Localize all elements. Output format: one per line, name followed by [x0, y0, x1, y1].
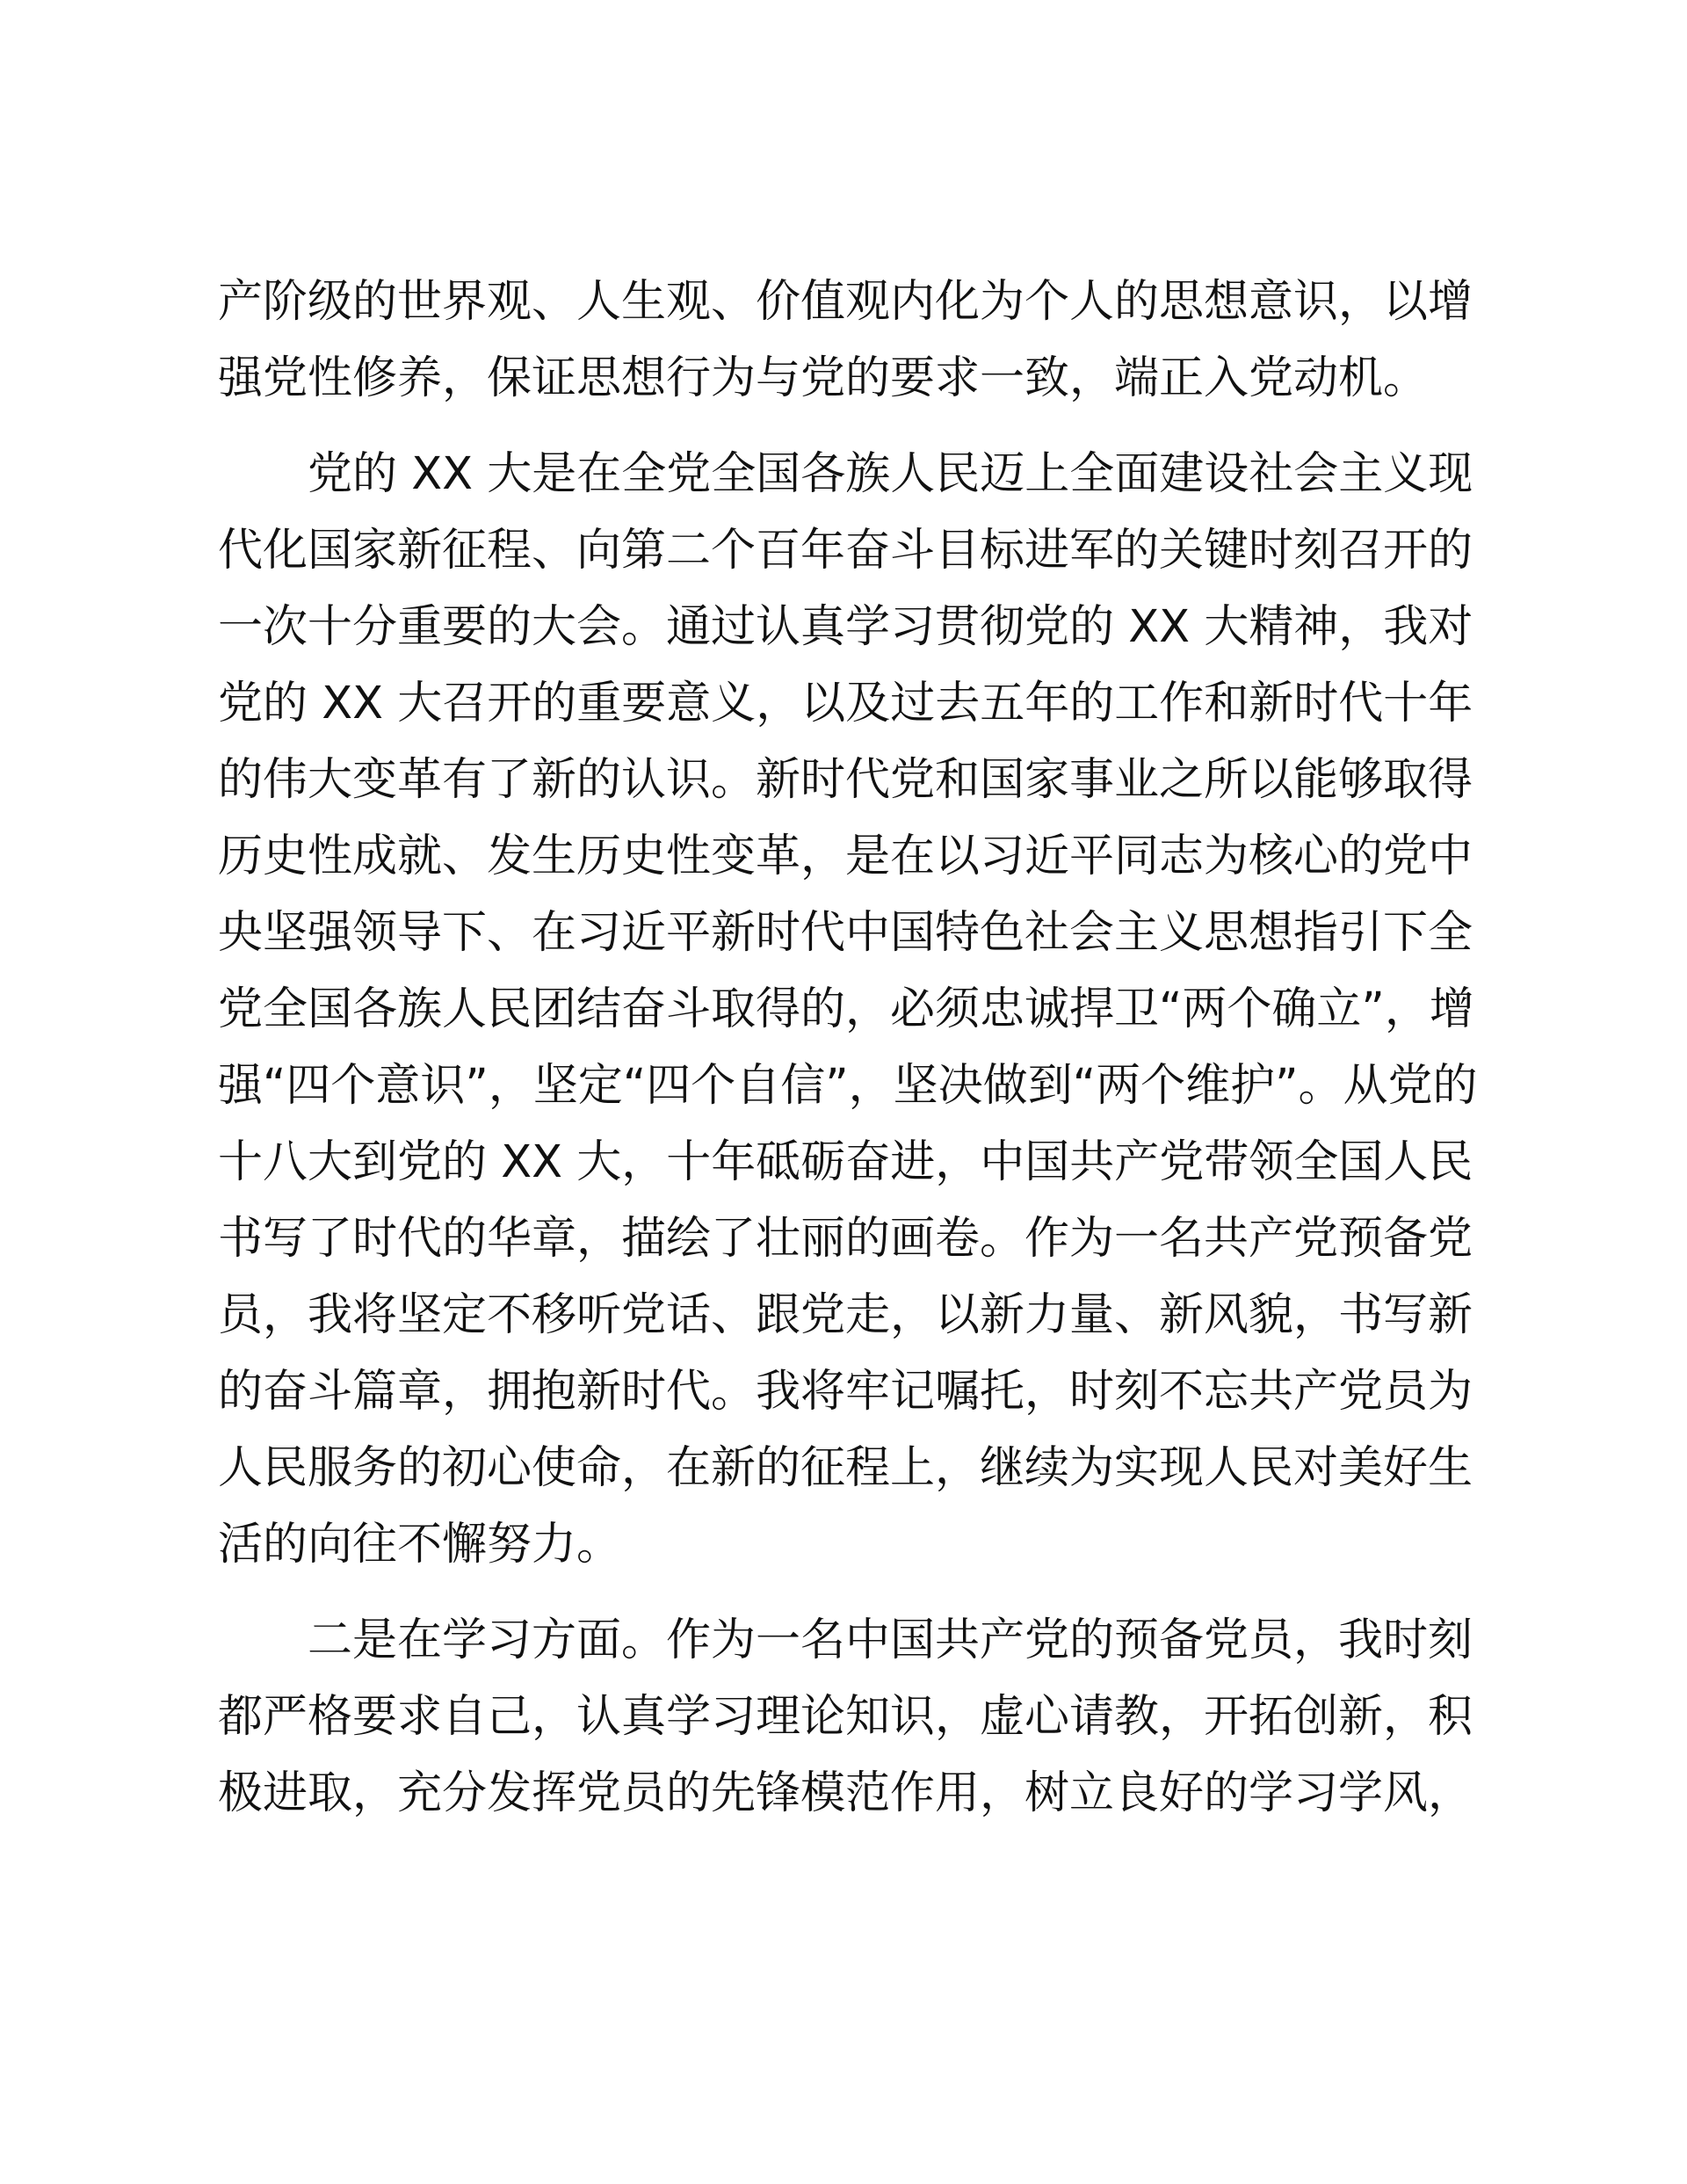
text-line: 党的 XX 大是在全党全国各族人民迈上全面建设社会主义现 — [308, 448, 1473, 500]
paragraph — [218, 264, 1471, 417]
text-line: 产阶级的世界观、人生观、价值观内化为个人的思想意识，以增 — [218, 276, 1473, 328]
paragraph — [218, 1602, 1471, 1832]
text-line: 强“四个意识”，坚定“四个自信”，坚决做到“两个维护”。从党的 — [218, 1060, 1478, 1112]
text-line: 都严格要求自己，认真学习理论知识，虚心请教，开拓创新，积 — [218, 1691, 1473, 1743]
text-line: 党的 XX 大召开的重要意义，以及过去五年的工作和新时代十年 — [218, 678, 1473, 729]
text-line: 十八大到党的 XX 大，十年砥砺奋进，中国共产党带领全国人民 — [218, 1136, 1473, 1188]
text-line: 历史性成就、发生历史性变革，是在以习近平同志为核心的党中 — [218, 831, 1473, 882]
text-line: 活的向往不懈努力。 — [218, 1519, 622, 1571]
text-line: 强党性修养，保证思想行为与党的要求一致，端正入党动机。 — [218, 352, 1429, 404]
text-line: 二是在学习方面。作为一名中国共产党的预备党员，我时刻 — [308, 1614, 1473, 1666]
paragraph — [218, 436, 1478, 1583]
text-line: 央坚强领导下、在习近平新时代中国特色社会主义思想指引下全 — [218, 907, 1473, 959]
text-line: 人民服务的初心使命，在新的征程上，继续为实现人民对美好生 — [218, 1442, 1473, 1494]
text-line: 书写了时代的华章，描绘了壮丽的画卷。作为一名共产党预备党 — [218, 1213, 1473, 1265]
text-line: 一次十分重要的大会。通过认真学习贯彻党的 XX 大精神，我对 — [218, 601, 1473, 653]
text-line: 的奋斗篇章，拥抱新时代。我将牢记嘱托，时刻不忘共产党员为 — [218, 1366, 1473, 1418]
text-line: 极进取，充分发挥党员的先锋模范作用，树立良好的学习学风， — [218, 1767, 1473, 1819]
text-line: 员，我将坚定不移听党话、跟党走，以新力量、新风貌，书写新 — [218, 1289, 1473, 1341]
text-line: 代化国家新征程、向第二个百年奋斗目标进军的关键时刻召开的 — [218, 525, 1473, 577]
text-line: 党全国各族人民团结奋斗取得的，必须忠诚捍卫“两个确立”，增 — [218, 983, 1474, 1035]
text-line: 的伟大变革有了新的认识。新时代党和国家事业之所以能够取得 — [218, 754, 1473, 806]
document-body — [218, 264, 1478, 1851]
